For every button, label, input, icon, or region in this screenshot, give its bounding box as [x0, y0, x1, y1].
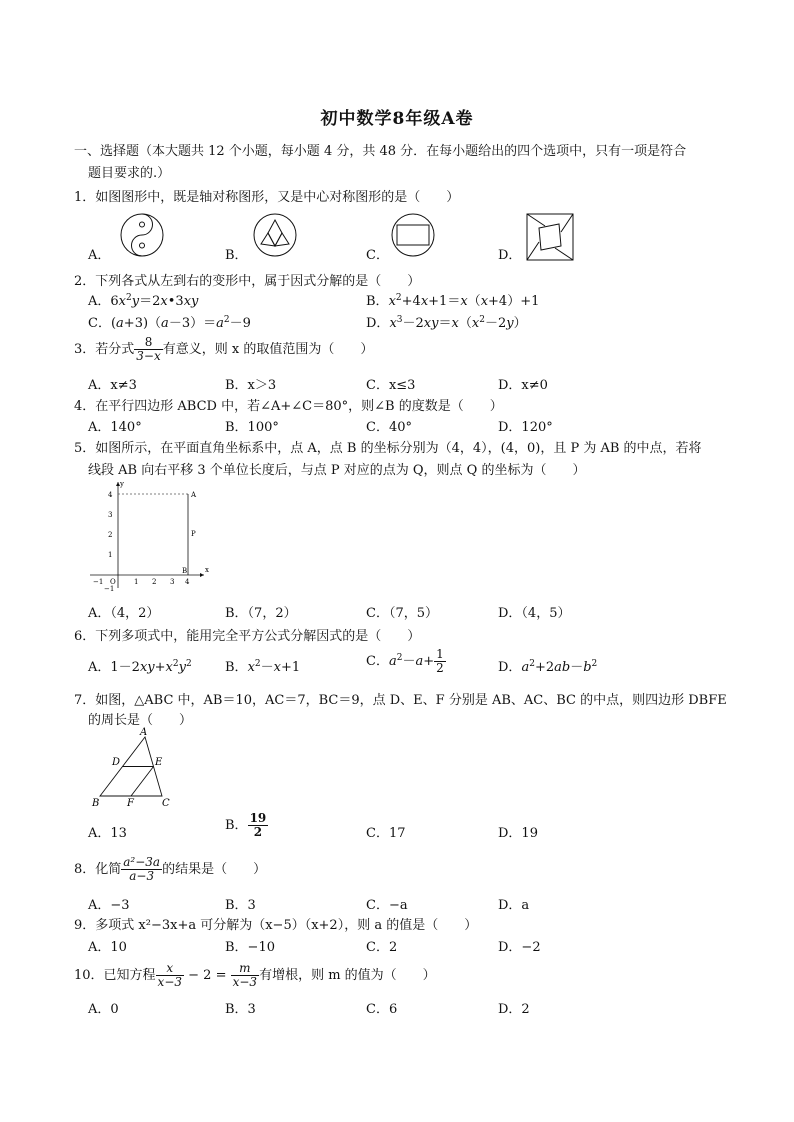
q7-option-b-den: 2	[253, 825, 263, 839]
q7-option-d: D．19	[498, 826, 538, 841]
q6-option-b: B．$x^2-x+1$	[225, 659, 301, 675]
x-axis-label: x	[205, 566, 209, 574]
q5-option-b: B．（7，2）	[225, 606, 297, 621]
q3-fraction-den: 3−x	[136, 349, 161, 363]
q1-square-pinwheel-icon	[525, 212, 575, 262]
q1-tri-diamond-icon	[252, 212, 298, 258]
section-heading: 一、选择题（本大题共 12 个小题，每小题 4 分，共 48 分．在每小题给出的四个选项中，只有一项是符合	[74, 144, 687, 159]
q2-option-a: A．$6x^2y=2x•3xy$	[88, 293, 199, 309]
q8-fraction-den: a−3	[129, 869, 155, 883]
q5-option-a: A．（4，2）	[88, 606, 160, 621]
q1-circle-rect-icon	[390, 212, 436, 258]
q7-option-b-prefix: B．	[225, 818, 248, 833]
q10-stem-post: 有增根，则 m 的值为（ ）	[259, 968, 436, 983]
q10-option-d: D．2	[498, 1002, 530, 1017]
y-axis-label: y	[120, 480, 124, 488]
vertex-a-label: A	[140, 727, 148, 738]
q3-option-d: D．x≠0	[498, 378, 548, 393]
q1-option-c: C．	[366, 248, 389, 263]
q8-fraction-num: a²−3a	[123, 855, 161, 869]
point-f-label: F	[127, 798, 134, 809]
q5-option-c: C．（7，5）	[366, 606, 438, 621]
x-tick: 3	[170, 578, 175, 586]
q10-option-c: C．6	[366, 1002, 398, 1017]
q3-stem-pre: 3．若分式	[74, 342, 135, 357]
q7-option-b-num: 19	[249, 811, 267, 825]
q9-option-b: B．−10	[225, 940, 275, 955]
origin-label: O	[110, 578, 116, 586]
vertex-c-label: C	[162, 798, 170, 809]
q10-f2-den: x−3	[232, 975, 258, 989]
q4-stem: 4．在平行四边形 ABCD 中，若∠A+∠C＝80°，则∠B 的度数是（ ）	[74, 399, 503, 414]
q7-stem-line2: 的周长是（ ）	[88, 713, 193, 728]
q9-option-d: D．−2	[498, 940, 541, 955]
q10-f1-den: x−3	[157, 975, 183, 989]
q3-fraction-num: 8	[134, 336, 162, 350]
q9-option-a: A．10	[88, 940, 127, 955]
q10-fraction-left	[156, 962, 184, 989]
q1-option-d: D．	[498, 248, 522, 263]
q5-stem-line2: 线段 AB 向右平移 3 个单位长度后，与点 P 对应的点为 Q，则点 Q 的坐标为（ ）	[88, 463, 586, 478]
q10-option-a: A．0	[88, 1002, 119, 1017]
q1-option-b: B．	[225, 248, 248, 263]
q10-fraction-right	[231, 962, 259, 989]
y-tick: 1	[108, 551, 113, 559]
q4-option-a: A．140°	[88, 420, 142, 435]
point-b-label: B	[182, 567, 188, 575]
q10-stem-pre: 10．已知方程	[74, 968, 156, 983]
q7-stem-line1: 7．如图，△ABC 中，AB＝10，AC＝7，BC＝9，点 D、E、F 分别是 AB、AC、BC 的中点，则四边形 DBFE	[74, 693, 727, 708]
q10-stem	[74, 962, 436, 989]
q2-option-b: B．$x^2+4x+1=x(x+4)+1$	[366, 293, 540, 309]
q3-option-b: B．x＞3	[225, 378, 277, 393]
q6-stem: 6．下列多项式中，能用完全平方公式分解因式的是（ ）	[74, 629, 421, 644]
vertex-b-label: B	[92, 798, 100, 809]
q1-stem: 1．如图图形中，既是轴对称图形，又是中心对称图形的是（ ）	[74, 190, 460, 205]
x-tick: 1	[134, 578, 139, 586]
q7-option-c: C．17	[366, 826, 406, 841]
page-title: 初中数学8年级A卷	[320, 109, 474, 129]
q9-stem: 9．多项式 x²−3x+a 可分解为（x−5）（x+2），则 a 的值是（ ）	[74, 918, 478, 933]
section-heading-cont: 题目要求的.）	[88, 166, 171, 181]
point-e-label: E	[155, 757, 163, 768]
q3-stem-post: 有意义，则 x 的取值范围为（ ）	[162, 342, 374, 357]
q8-stem-pre: 8．化简	[74, 862, 122, 877]
q4-option-d: D．120°	[498, 420, 553, 435]
x-axis-arrow-icon	[200, 573, 204, 577]
q2-stem: 2．下列各式从左到右的变形中，属于因式分解的是（ ）	[74, 274, 421, 289]
q5-coordinate-graph	[84, 478, 214, 598]
q10-option-b: B．3	[225, 1002, 256, 1017]
point-p-label: P	[191, 530, 196, 538]
q10-f1-num: x	[156, 962, 184, 976]
q5-stem-line1: 5．如图所示，在平面直角坐标系中，点 A，点 B 的坐标分别为（4，4），(4，0)，且 P 为 AB 的中点，若将	[74, 441, 702, 456]
y-tick: 3	[108, 511, 113, 519]
q3-option-a: A．x≠3	[88, 378, 137, 393]
point-d-label: D	[112, 757, 121, 768]
x-tick: −1	[93, 578, 104, 586]
q4-option-b: B．100°	[225, 420, 279, 435]
q7-triangle-figure	[88, 726, 188, 811]
q3-fraction	[134, 336, 162, 363]
q10-f2-num: m	[231, 962, 259, 976]
q8-fraction	[121, 856, 162, 883]
q6-option-a: A．$1-2xy+x^2y^2$	[88, 659, 192, 675]
q8-stem-post: 的结果是（ ）	[162, 862, 267, 877]
q8-stem	[74, 856, 266, 883]
q9-option-c: C．2	[366, 940, 398, 955]
q3-option-c: C．x≤3	[366, 378, 416, 393]
point-a-label: A	[191, 491, 197, 499]
q8-option-c: C．−a	[366, 898, 408, 913]
q7-option-b-fraction	[248, 812, 269, 839]
y-tick: 2	[108, 531, 113, 539]
q4-option-c: C．40°	[366, 420, 412, 435]
q2-option-c: C．$(a+3)(a-3)=a^2-9$	[88, 315, 251, 331]
q7-option-a: A．13	[88, 826, 127, 841]
q10-stem-mid: − 2 =	[184, 968, 231, 983]
x-tick: 4	[185, 578, 190, 586]
q7-option-b	[225, 812, 268, 839]
q1-taiji-icon	[119, 212, 165, 258]
q1-option-a: A．	[88, 248, 111, 263]
q6-option-d: D．$a^2+2ab-b^2$	[498, 659, 598, 675]
q3-stem	[74, 336, 373, 363]
q5-option-d: D．（4，5）	[498, 606, 571, 621]
y-tick: 4	[108, 491, 113, 499]
q8-option-d: D．a	[498, 898, 530, 913]
y-tick: −1	[104, 585, 115, 593]
q8-option-a: A．−3	[88, 898, 130, 913]
q2-option-d: D．$x^3-2xy=x(x^2-2y)$	[366, 315, 527, 331]
q6-option-c: C．$a^2-a+$ $\frac{1}{2}$	[366, 647, 444, 675]
x-tick: 2	[152, 578, 157, 586]
q8-option-b: B．3	[225, 898, 256, 913]
